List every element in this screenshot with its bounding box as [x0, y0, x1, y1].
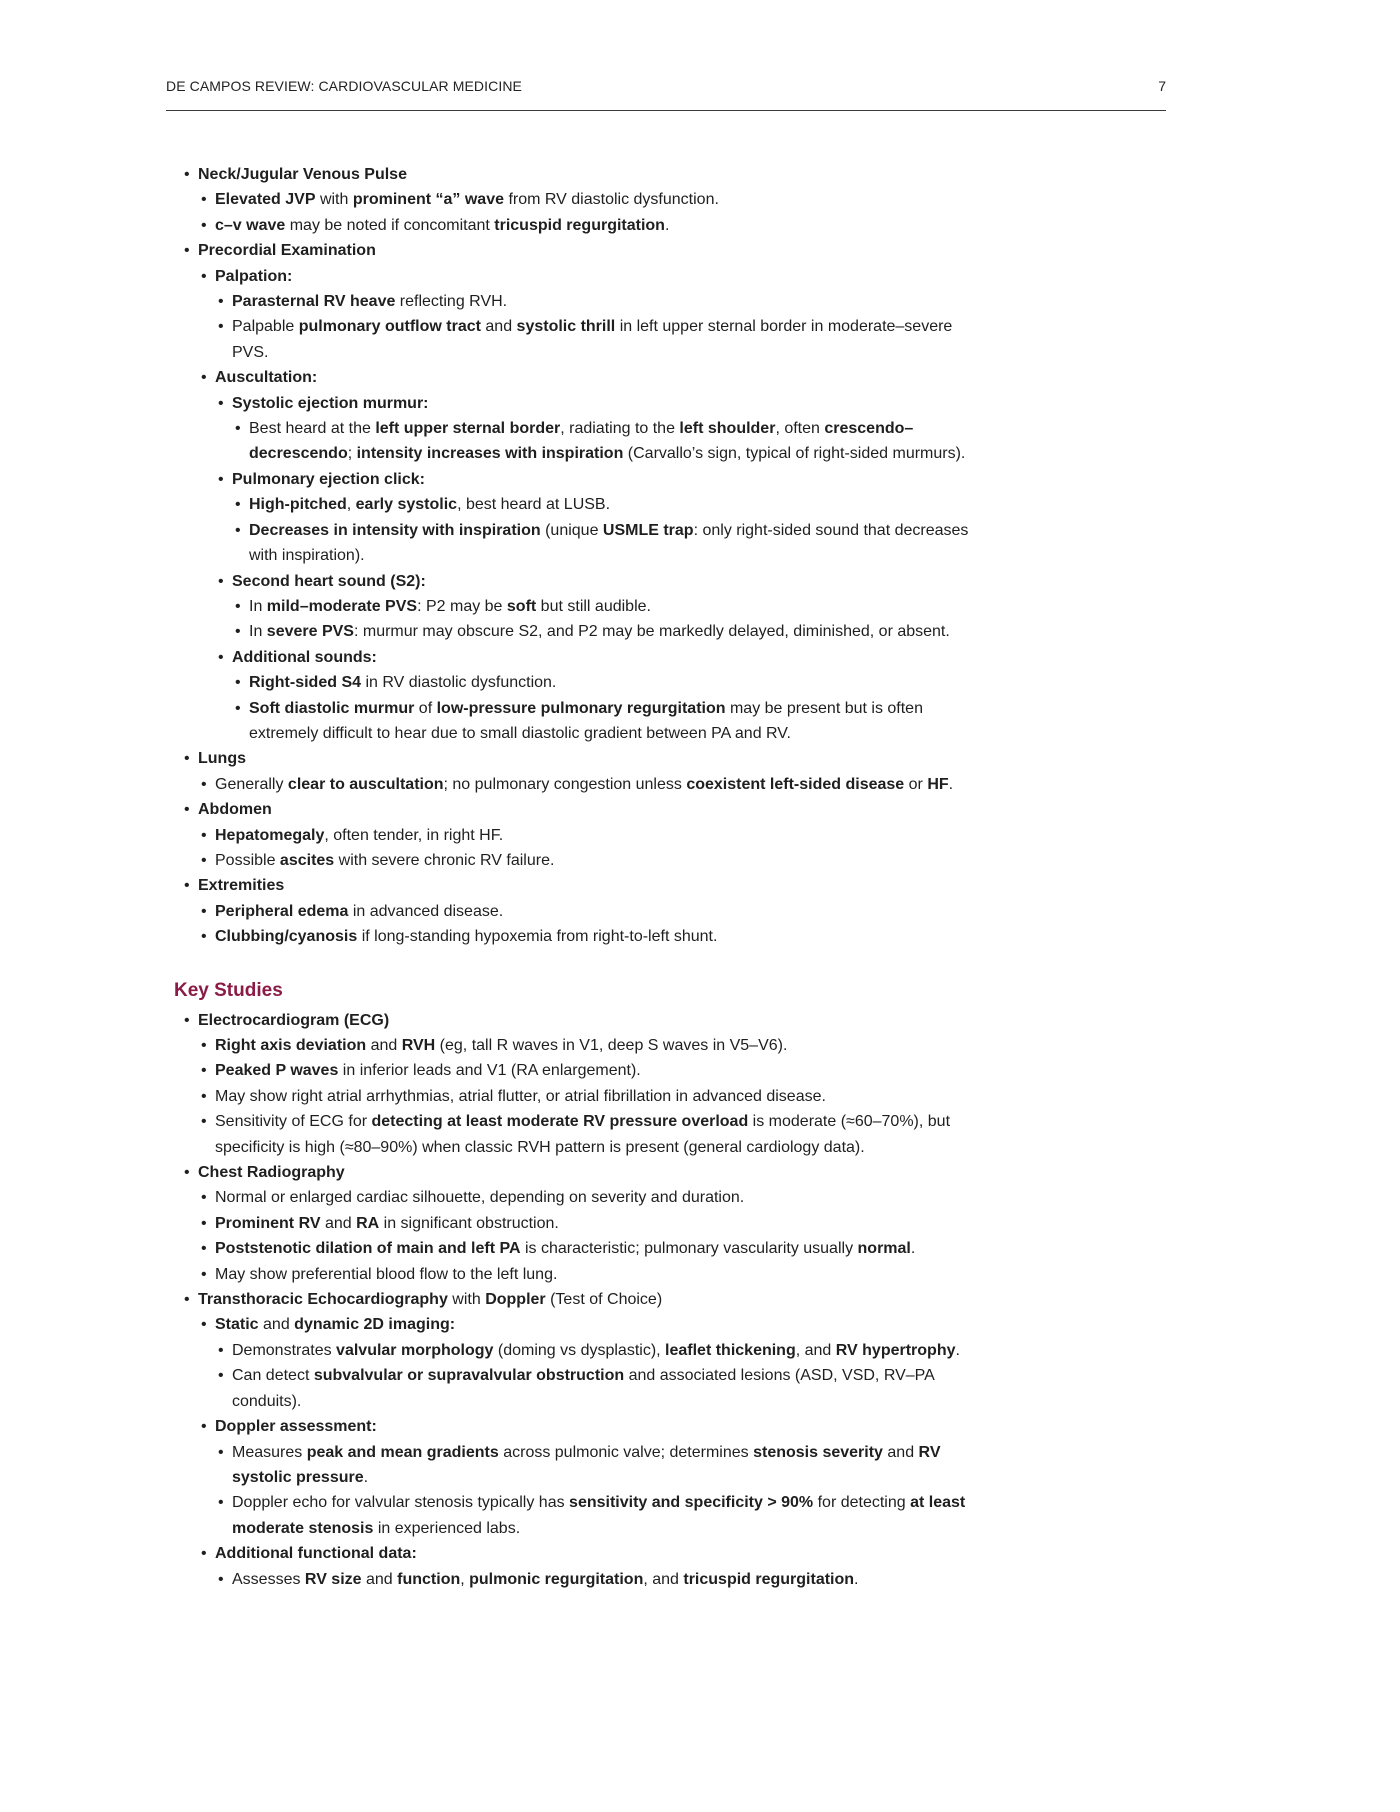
- bullet-icon: •: [218, 648, 224, 666]
- bold-text-run: Static: [215, 1316, 259, 1334]
- bullet-icon: •: [218, 572, 224, 590]
- text-run: Sensitivity of ECG for: [215, 1113, 372, 1131]
- bold-text-run: Soft diastolic murmur: [249, 699, 415, 717]
- list-item: [0, 187, 1400, 212]
- list-item-line: [0, 238, 980, 263]
- list-item-line: [0, 289, 980, 314]
- text-run: Generally: [215, 775, 288, 793]
- bullet-icon: •: [201, 191, 207, 209]
- list-item: [0, 1211, 1400, 1236]
- text-run: with inspiration).: [249, 547, 365, 565]
- list-item: [0, 645, 1400, 670]
- bold-text-run: Transthoracic Echocardiography: [198, 1291, 448, 1309]
- list-item: [0, 1490, 1400, 1541]
- text-run: May show preferential blood flow to the left lung.: [215, 1265, 558, 1283]
- bold-text-run: valvular morphology: [336, 1341, 494, 1359]
- text-run: and: [882, 1443, 919, 1461]
- list-item: [0, 1567, 1400, 1592]
- list-item-line: [0, 1338, 980, 1363]
- text-run: conduits).: [232, 1392, 302, 1410]
- text-run: of: [414, 699, 437, 717]
- bold-text-run: Elevated JVP: [215, 191, 316, 209]
- bold-text-run: severe PVS: [266, 623, 354, 641]
- text-run: : only right-sided sound that decreases: [693, 521, 969, 539]
- bold-text-run: systolic thrill: [516, 318, 616, 336]
- running-head: DE CAMPOS REVIEW: CARDIOVASCULAR MEDICINE: [166, 78, 522, 94]
- text-run: if long-standing hypoxemia from right-to-left shunt.: [357, 928, 718, 946]
- bold-text-run: clear to auscultation: [287, 775, 444, 793]
- list-item-line: [0, 1287, 980, 1312]
- bold-text-run: tricuspid regurgitation: [494, 216, 665, 234]
- list-item: [0, 467, 1400, 492]
- bullet-icon: •: [184, 166, 190, 183]
- bullet-icon: •: [201, 1037, 207, 1054]
- bold-text-run: at least: [910, 1494, 966, 1512]
- text-run: and: [366, 1037, 402, 1054]
- text-run: Best heard at the: [249, 420, 376, 438]
- list-item-line: [0, 1211, 980, 1236]
- text-run: , radiating to the: [560, 420, 680, 438]
- bullet-icon: •: [235, 674, 241, 692]
- bullet-icon: •: [201, 1265, 207, 1283]
- list-item: [0, 1363, 1400, 1414]
- list-item: [0, 213, 1400, 238]
- text-run: ;: [347, 445, 357, 463]
- text-run: Normal or enlarged cardiac silhouette, depending on severity and duration.: [215, 1189, 745, 1207]
- list-item-line: [0, 1262, 980, 1287]
- list-item: [0, 772, 1400, 797]
- list-item-line: [0, 1160, 980, 1185]
- bullet-icon: •: [201, 216, 207, 234]
- bold-text-run: prominent “a” wave: [352, 191, 504, 209]
- text-run: or: [904, 775, 928, 793]
- list-item-line: [0, 823, 980, 848]
- bold-text-run: RV size: [304, 1570, 362, 1588]
- text-run: (eg, tall R waves in V1, deep S waves in V5–V6).: [435, 1037, 788, 1054]
- bullet-icon: •: [235, 521, 241, 539]
- bullet-icon: •: [184, 801, 190, 819]
- text-run: .: [854, 1570, 859, 1588]
- bold-text-run: Additional functional data:: [215, 1545, 417, 1563]
- text-run: in experienced labs.: [373, 1519, 521, 1537]
- list-item-line: [0, 1058, 980, 1083]
- bold-text-run: coexistent left-sided disease: [686, 775, 905, 793]
- text-run: Assesses: [232, 1570, 305, 1588]
- text-run: PVS.: [232, 343, 269, 361]
- list-item-line: [0, 1440, 980, 1465]
- list-item-continuation: [0, 1135, 980, 1160]
- bold-text-run: Doppler assessment:: [215, 1418, 377, 1436]
- text-run: In: [249, 623, 267, 641]
- bold-text-run: ascites: [279, 851, 335, 869]
- bold-text-run: High-pitched: [249, 496, 347, 514]
- bullet-icon: •: [201, 902, 207, 920]
- bullet-icon: •: [184, 1164, 190, 1182]
- text-run: from RV diastolic dysfunction.: [504, 191, 719, 209]
- text-run: , best heard at LUSB.: [457, 496, 611, 514]
- bold-text-run: Doppler: [485, 1291, 546, 1309]
- bold-text-run: stenosis severity: [753, 1443, 883, 1461]
- bold-text-run: Clubbing/cyanosis: [215, 928, 358, 946]
- text-run: (doming vs dysplastic),: [493, 1341, 666, 1359]
- bold-text-run: Lungs: [198, 750, 246, 768]
- section-gap: [0, 950, 1400, 976]
- bold-text-run: Poststenotic dilation of main and left PA: [215, 1240, 521, 1258]
- bold-text-run: leaflet thickening: [665, 1341, 796, 1359]
- text-run: , often: [775, 420, 825, 438]
- text-run: .: [955, 1341, 960, 1359]
- list-item: [0, 238, 1400, 263]
- bold-text-run: pulmonic regurgitation: [469, 1570, 644, 1588]
- list-item-line: [0, 187, 980, 212]
- bold-text-run: Decreases in intensity with inspiration: [249, 521, 541, 539]
- list-item: [0, 670, 1400, 695]
- bold-text-run: HF: [927, 775, 949, 793]
- section-heading: Key Studies: [174, 979, 283, 1001]
- text-run: .: [948, 775, 954, 793]
- list-item: [0, 314, 1400, 365]
- bullet-icon: •: [201, 267, 207, 285]
- text-run: Palpable: [232, 318, 299, 336]
- list-item-line: [0, 365, 980, 390]
- bold-text-run: intensity increases with inspiration: [356, 445, 624, 463]
- list-item: [0, 518, 1400, 569]
- bullet-icon: •: [184, 242, 190, 260]
- bold-text-run: subvalvular or supravalvular obstruction: [313, 1367, 625, 1385]
- page-header: [166, 78, 1166, 111]
- bullet-icon: •: [201, 1240, 207, 1258]
- bullet-icon: •: [201, 1062, 207, 1080]
- text-run: Measures: [232, 1443, 307, 1461]
- text-run: in left upper sternal border in moderate–severe: [615, 318, 953, 336]
- list-item-line: [0, 569, 980, 594]
- bold-text-run: Prominent RV: [215, 1214, 321, 1232]
- list-item: [0, 264, 1400, 289]
- bold-text-run: low-pressure pulmonary regurgitation: [436, 699, 726, 717]
- list-item-continuation: [0, 1465, 980, 1490]
- page-number: 7: [1158, 78, 1166, 94]
- list-item-line: [0, 1109, 980, 1134]
- bold-text-run: dynamic 2D imaging:: [294, 1316, 456, 1334]
- text-run: : P2 may be: [417, 597, 507, 615]
- text-run: and: [480, 318, 517, 336]
- bullet-icon: •: [201, 1113, 207, 1131]
- text-run: with: [447, 1291, 486, 1309]
- list-item: [0, 1084, 1400, 1109]
- bullet-icon: •: [218, 1494, 224, 1512]
- bold-text-run: detecting at least moderate RV pressure overload: [371, 1113, 749, 1131]
- bold-text-run: decrescendo: [249, 445, 348, 463]
- list-item-line: [0, 619, 980, 644]
- bullet-icon: •: [218, 318, 224, 336]
- text-run: may be noted if concomitant: [285, 216, 495, 234]
- list-item: [0, 365, 1400, 390]
- list-item-line: [0, 873, 980, 898]
- list-item-line: [0, 772, 980, 797]
- bold-text-run: Abdomen: [198, 801, 272, 819]
- list-item: [0, 1185, 1400, 1210]
- bold-text-run: tricuspid regurgitation: [683, 1570, 855, 1588]
- bold-text-run: moderate stenosis: [232, 1519, 374, 1537]
- list-item: [0, 899, 1400, 924]
- bold-text-run: Peaked P waves: [215, 1062, 339, 1080]
- text-run: : murmur may obscure S2, and P2 may be markedly delayed, diminished, or absent.: [353, 623, 950, 641]
- bold-text-run: Right-sided S4: [249, 674, 362, 692]
- list-item: [0, 1262, 1400, 1287]
- list-item-continuation: [0, 1389, 980, 1414]
- list-item: [0, 1160, 1400, 1185]
- bullet-icon: •: [218, 1570, 224, 1588]
- bold-text-run: left upper sternal border: [375, 420, 561, 438]
- bullet-icon: •: [184, 877, 190, 895]
- text-run: may be present but is often: [725, 699, 923, 717]
- list-item-continuation: [0, 543, 980, 568]
- bullet-icon: •: [235, 420, 241, 438]
- list-item-line: [0, 492, 980, 517]
- list-item-line: [0, 899, 980, 924]
- list-item-line: [0, 594, 980, 619]
- bullet-icon: •: [184, 1011, 190, 1029]
- bullet-icon: •: [218, 1341, 224, 1359]
- list-item-line: [0, 162, 980, 187]
- list-item-continuation: [0, 721, 980, 746]
- text-run: reflecting RVH.: [395, 293, 508, 311]
- list-item: [0, 1541, 1400, 1566]
- bullet-icon: •: [201, 1316, 207, 1334]
- bold-text-run: Extremities: [198, 877, 285, 895]
- bold-text-run: Pulmonary ejection click:: [232, 470, 425, 488]
- bullet-icon: •: [218, 394, 224, 412]
- bold-text-run: soft: [506, 597, 537, 615]
- list-item-line: [0, 314, 980, 339]
- bold-text-run: Right axis deviation: [215, 1037, 367, 1054]
- bold-text-run: function: [397, 1570, 461, 1588]
- text-run: , and: [795, 1341, 836, 1359]
- text-run: but still audible.: [536, 597, 651, 615]
- text-run: across pulmonic valve; determines: [498, 1443, 754, 1461]
- list-item-line: [0, 1185, 980, 1210]
- list-item: [0, 823, 1400, 848]
- list-item-line: [0, 1490, 980, 1515]
- bullet-icon: •: [235, 623, 241, 641]
- list-item: [0, 1058, 1400, 1083]
- bold-text-run: RV hypertrophy: [835, 1341, 956, 1359]
- bullet-icon: •: [201, 851, 207, 869]
- list-item-line: [0, 696, 980, 721]
- text-run: .: [910, 1240, 916, 1258]
- bold-text-run: sensitivity and specificity > 90%: [569, 1494, 814, 1512]
- text-run: in inferior leads and V1 (RA enlargement).: [338, 1062, 641, 1080]
- bold-text-run: Electrocardiogram (ECG): [198, 1011, 390, 1029]
- list-item-line: [0, 848, 980, 873]
- list-item: [0, 1236, 1400, 1261]
- bold-text-run: normal: [857, 1240, 911, 1258]
- list-item-line: [0, 518, 980, 543]
- bold-text-run: crescendo–: [824, 420, 914, 438]
- list-item-continuation: [0, 340, 980, 365]
- text-run: .: [664, 216, 670, 234]
- text-run: Doppler echo for valvular stenosis typically has: [232, 1494, 570, 1512]
- bold-text-run: Peripheral edema: [215, 902, 349, 920]
- list-item-line: [0, 746, 980, 771]
- text-run: in RV diastolic dysfunction.: [361, 674, 557, 692]
- list-item-line: [0, 1236, 980, 1261]
- list-item-line: [0, 1084, 980, 1109]
- list-item: [0, 594, 1400, 619]
- text-run: ,: [346, 496, 356, 514]
- bullet-icon: •: [184, 750, 190, 768]
- list-item-line: [0, 670, 980, 695]
- bold-text-run: peak and mean gradients: [306, 1443, 499, 1461]
- bold-text-run: left shoulder: [679, 420, 776, 438]
- text-run: and: [258, 1316, 295, 1334]
- text-run: (unique: [540, 521, 603, 539]
- bold-text-run: Auscultation:: [215, 369, 318, 387]
- bullet-icon: •: [235, 597, 241, 615]
- bullet-icon: •: [235, 699, 241, 717]
- list-item-line: [0, 391, 980, 416]
- text-run: (Carvallo’s sign, typical of right-sided murmurs).: [623, 445, 966, 463]
- text-run: with severe chronic RV failure.: [334, 851, 555, 869]
- bold-text-run: RVH: [401, 1037, 436, 1054]
- bold-text-run: Systolic ejection murmur:: [232, 394, 429, 412]
- text-run: and: [320, 1214, 357, 1232]
- bullet-icon: •: [201, 1545, 207, 1563]
- bullet-icon: •: [218, 293, 224, 311]
- bold-text-run: USMLE trap: [602, 521, 694, 539]
- bold-text-run: Neck/Jugular Venous Pulse: [198, 166, 407, 183]
- list-item: [0, 1287, 1400, 1312]
- list-item: [0, 1109, 1400, 1160]
- bold-text-run: Second heart sound (S2):: [232, 572, 426, 590]
- bullet-icon: •: [184, 1291, 190, 1309]
- list-item: [0, 619, 1400, 644]
- text-run: ,: [460, 1570, 470, 1588]
- bullet-icon: •: [201, 1418, 207, 1436]
- bold-text-run: early systolic: [355, 496, 458, 514]
- bold-text-run: Hepatomegaly: [215, 826, 325, 844]
- bullet-icon: •: [201, 928, 207, 946]
- list-item-line: [0, 645, 980, 670]
- list-item: [0, 848, 1400, 873]
- text-run: (Test of Choice): [545, 1291, 663, 1309]
- text-run: specificity is high (≈80–90%) when classic RVH pattern is present (general cardiology data).: [215, 1138, 865, 1156]
- text-run: May show right atrial arrhythmias, atrial flutter, or atrial fibrillation in advanced disease.: [215, 1087, 826, 1105]
- text-run: Demonstrates: [232, 1341, 337, 1359]
- list-item: [0, 391, 1400, 416]
- text-run: Possible: [215, 851, 280, 869]
- bold-text-run: RA: [356, 1214, 380, 1232]
- bullet-icon: •: [201, 1189, 207, 1207]
- text-run: extremely difficult to hear due to small diastolic gradient between PA and RV.: [249, 724, 791, 742]
- bullet-icon: •: [218, 1443, 224, 1461]
- list-item-line: [0, 1008, 980, 1033]
- text-run: , often tender, in right HF.: [324, 826, 504, 844]
- bullet-icon: •: [218, 470, 224, 488]
- list-item: [0, 162, 1400, 187]
- list-item-line: [0, 797, 980, 822]
- list-item-line: [0, 416, 980, 441]
- bold-text-run: systolic pressure: [232, 1468, 364, 1486]
- text-run: in advanced disease.: [348, 902, 504, 920]
- list-item: [0, 1414, 1400, 1439]
- bullet-icon: •: [201, 775, 207, 793]
- list-item-line: [0, 1033, 980, 1058]
- bold-text-run: Parasternal RV heave: [232, 293, 396, 311]
- text-run: in significant obstruction.: [379, 1214, 559, 1232]
- text-run: is characteristic; pulmonary vascularity usually: [520, 1240, 858, 1258]
- list-item: [0, 1440, 1400, 1491]
- document-body: [0, 162, 1400, 1592]
- text-run: with: [315, 191, 353, 209]
- list-item-continuation: [0, 441, 980, 466]
- text-run: In: [249, 597, 267, 615]
- list-item: [0, 1338, 1400, 1363]
- bullet-icon: •: [201, 1087, 207, 1105]
- list-item: [0, 569, 1400, 594]
- text-run: is moderate (≈60–70%), but: [748, 1113, 951, 1131]
- bold-text-run: c–v wave: [215, 216, 286, 234]
- list-item-line: [0, 1567, 980, 1592]
- bullet-icon: •: [201, 369, 207, 387]
- list-item: [0, 696, 1400, 747]
- list-item: [0, 924, 1400, 949]
- list-item-line: [0, 467, 980, 492]
- bold-text-run: RV: [918, 1443, 941, 1461]
- list-item-line: [0, 1363, 980, 1388]
- bold-text-run: mild–moderate PVS: [266, 597, 418, 615]
- list-item: [0, 289, 1400, 314]
- text-run: , and: [643, 1570, 684, 1588]
- text-run: and associated lesions (ASD, VSD, RV–PA: [624, 1367, 935, 1385]
- list-item: [0, 1312, 1400, 1337]
- list-item-line: [0, 924, 980, 949]
- text-run: .: [363, 1468, 369, 1486]
- bold-text-run: Additional sounds:: [232, 648, 377, 666]
- list-item-line: [0, 213, 980, 238]
- bold-text-run: Precordial Examination: [198, 242, 376, 260]
- list-item: [0, 746, 1400, 771]
- list-item-continuation: [0, 1516, 980, 1541]
- text-run: ; no pulmonary congestion unless: [443, 775, 687, 793]
- list-item-line: [0, 1414, 980, 1439]
- text-run: and: [361, 1570, 398, 1588]
- list-item: [0, 492, 1400, 517]
- list-item: [0, 416, 1400, 467]
- list-item-line: [0, 1541, 980, 1566]
- bullet-icon: •: [201, 1214, 207, 1232]
- list-item-line: [0, 264, 980, 289]
- list-item: [0, 873, 1400, 898]
- text-run: Can detect: [232, 1367, 314, 1385]
- list-item: [0, 1033, 1400, 1058]
- bullet-icon: •: [235, 496, 241, 514]
- text-run: for detecting: [813, 1494, 911, 1512]
- bold-text-run: pulmonary outflow tract: [298, 318, 481, 336]
- bullet-icon: •: [218, 1367, 224, 1385]
- list-item: [0, 797, 1400, 822]
- list-item: [0, 1008, 1400, 1033]
- bullet-icon: •: [201, 826, 207, 844]
- list-item-line: [0, 1312, 980, 1337]
- bold-text-run: Palpation:: [215, 267, 293, 285]
- bold-text-run: Chest Radiography: [198, 1164, 345, 1182]
